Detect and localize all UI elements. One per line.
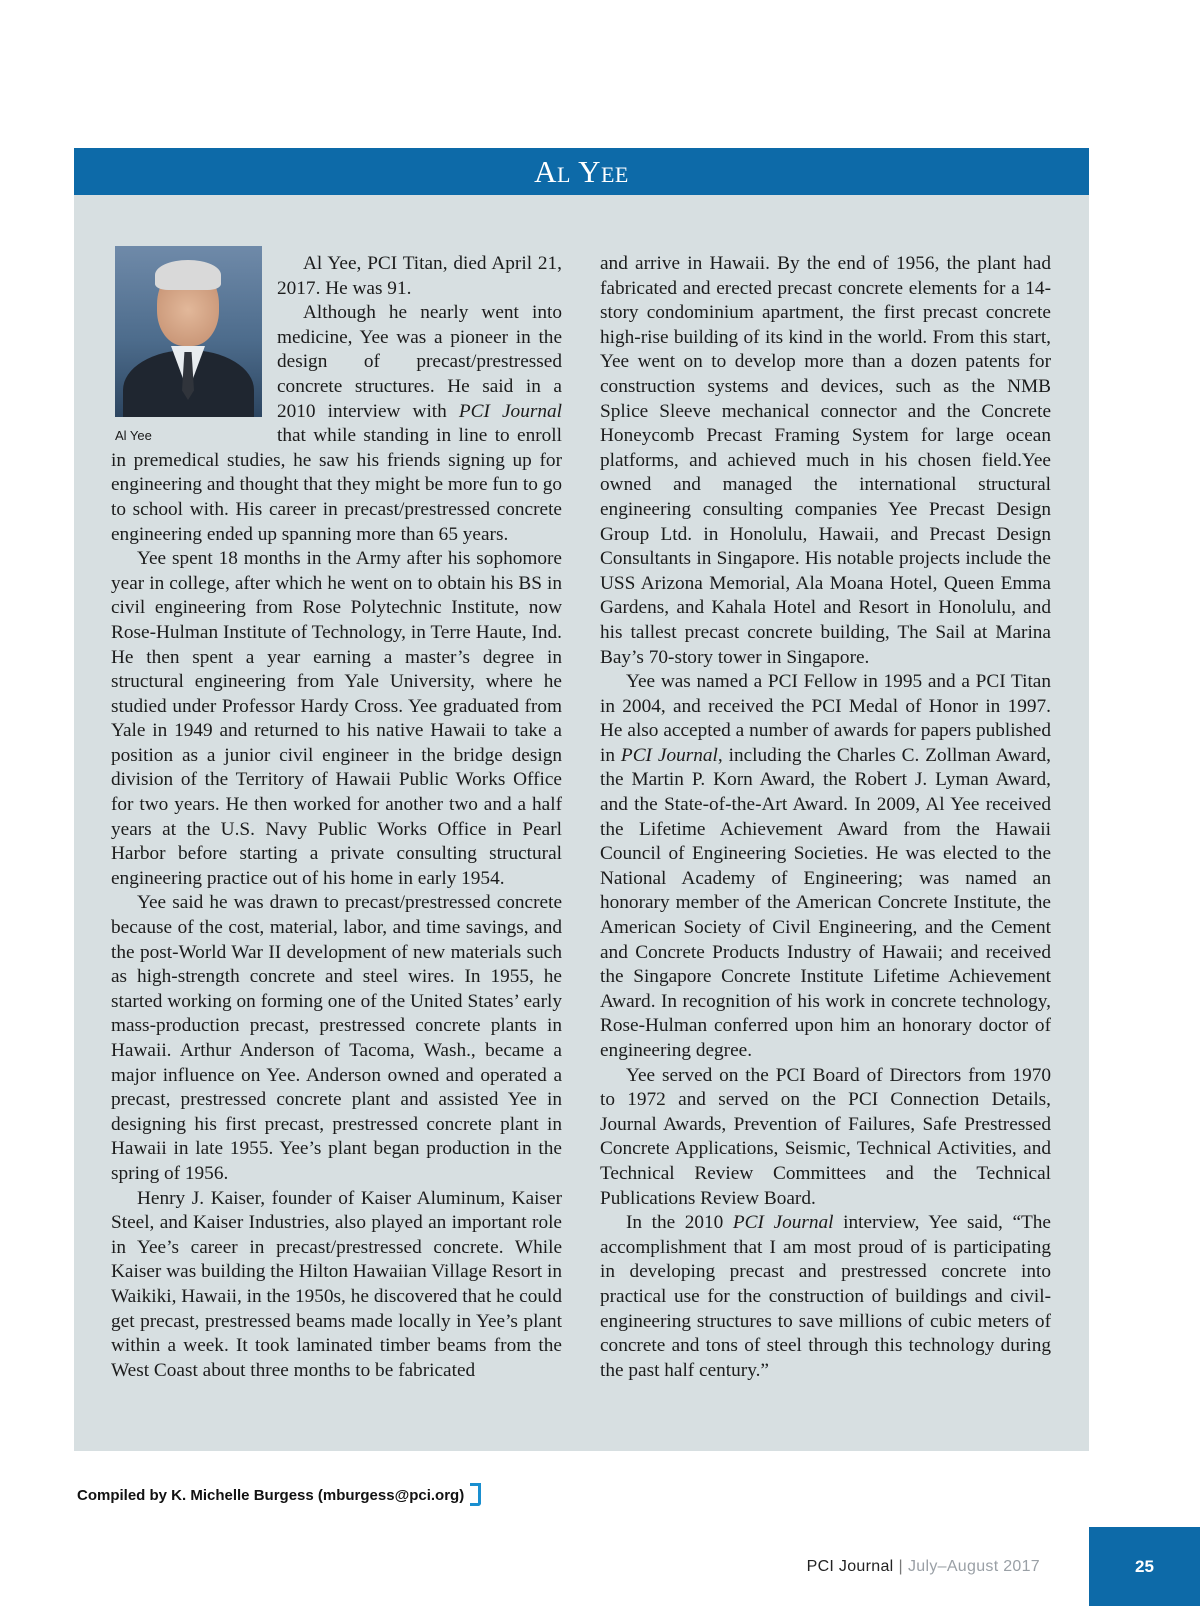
paragraph-5	[111, 1187, 562, 1384]
footer-separator: |	[898, 1558, 903, 1575]
footer-journal-info	[807, 1558, 1040, 1576]
paragraph-8-text-b: interview, Yee said, “The accomplishment that I am most proud of is participating in developing precast and prestressed concrete into practical use for the construction of buildings and civil-engineering structures to save millions of cubic meters of concrete and tons of steel through this technology during the past half century.”	[600, 1212, 1051, 1381]
article-column-left	[111, 252, 562, 1412]
article-column-right	[600, 252, 1051, 1382]
credit-text: Compiled by K. Michelle Burgess (mburgess@pci.org)	[77, 1487, 465, 1504]
paragraph-3	[111, 547, 562, 891]
paragraph-4-text: Yee said he was drawn to precast/prestressed concrete because of the cost, material, labor, and time savings, and the post-World War II development of new materials such as high-strength concrete and steel wires. In 1955, he started working on forming one of the United States’ early mass-production precast, prestressed concrete plants in Hawaii. Arthur Anderson of Tacoma, Wash., became a major influence on Yee. Anderson owned and operated a precast, prestressed concrete plant and assisted Yee in designing his first precast, prestressed concrete plant in Hawaii in late 1955. Yee’s plant began production in the spring of 1956.	[111, 892, 562, 1184]
paragraph-5-continued	[600, 252, 1051, 670]
compiled-by-credit	[77, 1484, 481, 1507]
paragraph-6	[600, 670, 1051, 1064]
page-title: Al Yee	[534, 153, 629, 189]
paragraph-1-text: Al Yee, PCI Titan, died April 21, 2017. He was 91.	[277, 253, 562, 299]
paragraph-3-text: Yee spent 18 months in the Army after his sophomore year in college, after which he went on to obtain his BS in civil engineering from Rose Polytechnic Institute, now Rose-Hulman Institute of Technology, in Terre Haute, Ind. He then spent a year earning a master’s degree in structural engineering from Yale University, where he studied under Professor Hardy Cross. Yee graduated from Yale in 1949 and returned to his native Hawaii to take a position as a junior civil engineer in the bridge design division of the Territory of Hawaii Public Works Office for two years. He then worked for another two and a half years at the U.S. Navy Public Works Office in Pearl Harbor before starting a private consulting structural engineering practice out of his home in early 1954.	[111, 548, 562, 889]
paragraph-5-text-right: and arrive in Hawaii. By the end of 1956, the plant had fabricated and erected precast concrete elements for a 14-story condominium apartment, the first precast concrete high-rise building of its kind in the world. From this start, Yee went on to develop more than a dozen patents for construction systems and devices, such as the NMB Splice Sleeve mechanical connector and the Concrete Honeycomb Precast Framing System for large ocean platforms, and achieved much in his chosen field.Yee owned and managed the international structural engineering consulting companies Yee Precast Design Group Ltd. in Honolulu, Hawaii, and Precast Design Consultants in Singapore. His notable projects include the USS Arizona Memorial, Ala Moana Hotel, Queen Emma Gardens, and Kahala Hotel and Resort in Honolulu, and his tallest precast concrete building, The Sail at Marina Bay’s 70-story tower in Singapore.	[600, 253, 1051, 668]
paragraph-7	[600, 1064, 1051, 1212]
photo-wrap-space	[111, 252, 277, 435]
paragraph-7-text: Yee served on the PCI Board of Directors from 1970 to 1972 and served on the PCI Connection Details, Journal Awards, Prevention of Failures, Safe Prestressed Concrete Applications, Seismic, Technical Activities, and Technical Review Committees and the Technical Publications Review Board.	[600, 1064, 1051, 1209]
page-number: 25	[1135, 1556, 1154, 1576]
footer-issue-date: July–August 2017	[907, 1558, 1040, 1575]
paragraph-4	[111, 891, 562, 1186]
end-mark-icon	[470, 1483, 481, 1506]
paragraph-8	[600, 1211, 1051, 1382]
paragraph-8-text-a: In the 2010	[626, 1212, 733, 1234]
journal-name: PCI Journal	[732, 1212, 834, 1234]
paragraph-6-text-b: , including the Charles C. Zollman Award, the Martin P. Korn Award, the Robert J. Lyman Award, and the State-of-the-Art Award. In 2009, Al Yee received the Lifetime Achievement Award from the Hawaii Council of Engineering Societies. He was elected to the National Academy of Engineering; was named an honorary member of the American Concrete Institute, the American Society of Civil Engineering, and the Cement and Concrete Products Industry of Hawaii; and received the Singapore Concrete Institute Lifetime Achievement Award. In recognition of his work in concrete technology, Rose-Hulman conferred upon him an honorary doctor of engineering degree.	[600, 744, 1051, 1061]
paragraph-5-text-left: Henry J. Kaiser, founder of Kaiser Aluminum, Kaiser Steel, and Kaiser Industries, also played an important role in Yee’s career in precast/prestressed concrete. While Kaiser was building the Hilton Hawaiian Village Resort in Waikiki, Hawaii, in the 1950s, he discovered that he could get precast, prestressed beams made locally in Yee’s plant within a week. It took laminated timber beams from the West Coast about three months to be fabricated	[111, 1187, 562, 1381]
paragraph-2-text-a: Although he nearly went into medicine, Yee was a pioneer in the design of precast/prestressed concrete structures. He said in a 2010 interview with	[277, 302, 562, 422]
footer-journal-name: PCI Journal	[806, 1558, 894, 1575]
photo-caption: Al Yee	[115, 428, 152, 443]
paragraph-6-text-a: Yee was named a PCI Fellow in 1995 and a PCI Titan in 2004, and received the PCI Medal of Honor in 1997. He also accepted a number of awards for papers published in	[600, 671, 1051, 766]
page-number-box	[1089, 1527, 1200, 1606]
paragraph-2-text-b: that while standing in line to enroll in premedical studies, he saw his friends signing up for engineering and thought that they might be more fun to go to school with. His career in precast/prestressed concrete engineering ended up spanning more than 65 years.	[111, 425, 562, 545]
journal-name: PCI Journal	[458, 400, 562, 422]
journal-name: PCI Journal	[620, 744, 718, 766]
title-banner	[74, 148, 1089, 195]
